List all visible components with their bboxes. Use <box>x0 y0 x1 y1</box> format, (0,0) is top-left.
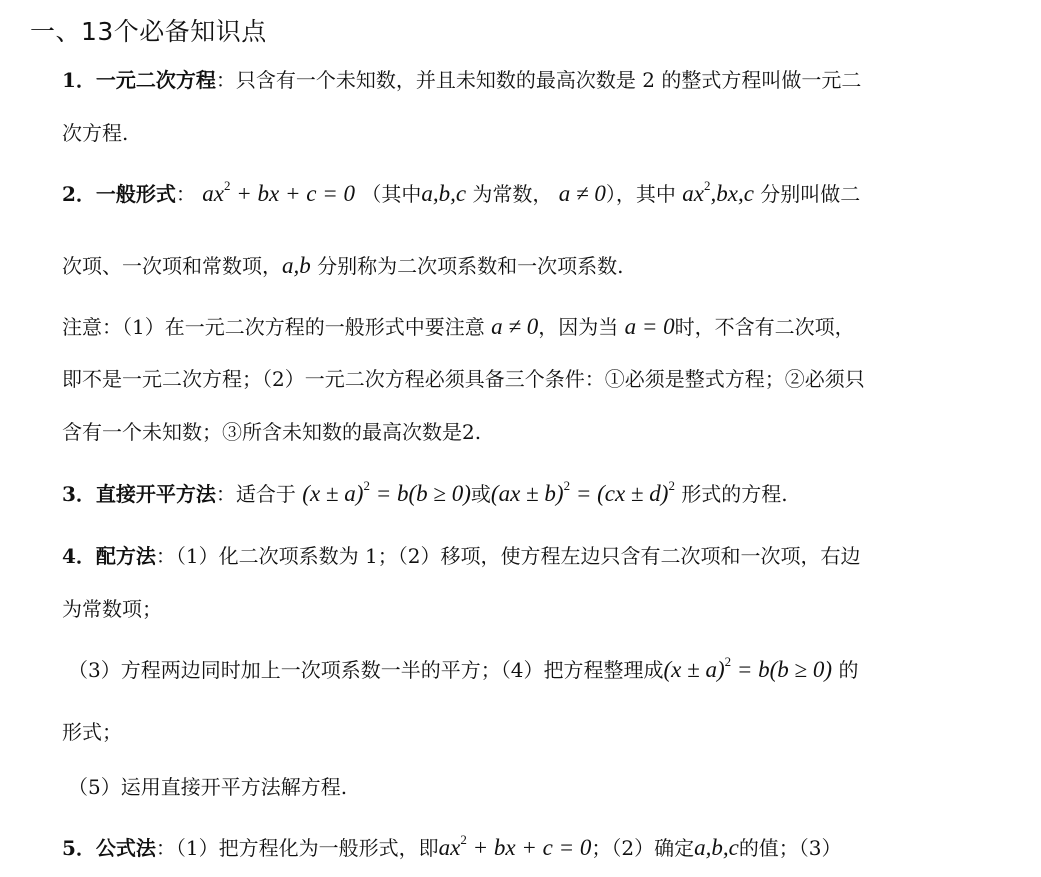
item-2-number: 2． <box>62 182 96 206</box>
item-5-text-a: （1）把方程化为一般形式，即 <box>175 836 439 860</box>
item-4-line-1: 4．配方法：（1）化二次项系数为 1；（2）移项，使方程左边只含有二次项和一次项，右边 <box>62 544 861 568</box>
note-text-b: ，因为当 <box>538 315 619 339</box>
note-line-1 <box>62 309 1021 345</box>
item-4-text-b: 为常数项； <box>62 597 162 621</box>
item-1-text-cont: 次方程. <box>62 121 129 145</box>
item-3-term: 直接开平方法 <box>95 482 216 506</box>
item-2-line-1: 2．一般形式： $ax^2$ + bx + c = 0 （其中a,b,c 为常数， a ≠ 0），其中 $ax^2,bx,c$ 分别叫做二 <box>62 178 861 206</box>
item-2-line-2 <box>62 248 1021 284</box>
item-4-line-3 <box>68 652 1021 688</box>
item-3-text-a: 适合于 <box>235 482 296 506</box>
item-4-term: 配方法 <box>95 544 156 568</box>
item-1-term: 一元二次方程 <box>95 68 216 92</box>
note-text-c: 时，不含有二次项， <box>674 315 855 339</box>
item-2-text-e: 次项、一次项和常数项， <box>62 254 282 278</box>
section-title: 一、13个必备知识点 <box>30 17 267 46</box>
a-not-zero: a ≠ 0 <box>558 181 606 206</box>
note-line-2 <box>62 361 1021 397</box>
note-label: 注意： <box>62 315 122 339</box>
item-1-number: 1． <box>62 68 96 92</box>
item-4-text-a: （1）化二次项系数为 1；（2）移项，使方程左边只含有二次项和一次项，右边 <box>175 544 861 568</box>
item-1-line-2 <box>62 115 1021 151</box>
item-3-text-b: 或 <box>470 482 491 506</box>
item-3-text-c: 形式的方程. <box>681 482 788 506</box>
item-2-text-a: （其中 <box>361 182 422 206</box>
item-3-line-1: 3．直接开平方法：适合于 $(x \pm a)^2 = b(b \ge 0)$或(ax ± b)$^2$ = (cx ± d)$^2$ 形式的方程. <box>62 478 788 506</box>
item-5-text-b: ；（2）确定 <box>591 836 695 860</box>
item-5-number: 5． <box>62 836 96 860</box>
item-4-line-5 <box>68 769 1021 805</box>
terms-symbols: $ax^2,bx,c$ <box>682 178 754 206</box>
item-2-text-b: 为常数， <box>472 182 553 206</box>
square-root-form-2: (ax ± b)$^2$ = (cx ± d)$^2$ <box>490 478 675 506</box>
item-4-text-c: （3）方程两边同时加上一次项系数一半的平方；（4）把方程整理成 <box>68 658 664 682</box>
item-2-term: 一般形式 <box>95 182 176 206</box>
item-5-term: 公式法 <box>95 836 156 860</box>
note-text-e: 含有一个未知数；③所含未知数的最高次数是2. <box>62 420 482 444</box>
item-1-line-1: 1．一元二次方程：只含有一个未知数，并且未知数的最高次数是 2 的整式方程叫做一元二 <box>62 68 862 92</box>
square-root-form-1: $(x \pm a)^2 = b(b \ge 0)$ <box>302 478 471 506</box>
item-4-line-4 <box>62 714 1021 750</box>
abc-symbols-2: a,b,c <box>694 835 739 860</box>
general-form-equation: $ax^2$ + bx + c = 0 <box>202 178 355 206</box>
note-text-a: （1）在一元二次方程的一般形式中要注意 <box>122 315 485 339</box>
note-a-not-zero: a ≠ 0 <box>491 314 539 339</box>
note-line-3 <box>62 414 1021 450</box>
item-2-text-c: ），其中 <box>605 182 676 206</box>
item-1-text: 只含有一个未知数，并且未知数的最高次数是 2 的整式方程叫做一元二 <box>235 68 862 92</box>
note-a-eq-zero: a = 0 <box>624 314 675 339</box>
item-2-text-f: 分别称为二次项系数和一次项系数. <box>317 254 624 278</box>
item-4-text-d: 形式； <box>62 720 122 744</box>
item-4-text-c-end: 的 <box>838 658 859 682</box>
ab-symbols: a,b <box>282 253 311 278</box>
abc-symbols: a,b,c <box>421 181 467 206</box>
item-3-number: 3． <box>62 482 96 506</box>
item-4-number: 4． <box>62 544 96 568</box>
item-4-text-e: （5）运用直接开平方法解方程. <box>68 775 348 799</box>
general-form-equation-2: $ax^2$ + bx + c = 0 <box>438 832 592 860</box>
completing-square-form: $(x \pm a)^2 = b(b \ge 0)$ <box>663 654 833 682</box>
item-5-line-1: 5．公式法：（1）把方程化为一般形式，即$ax^2$ + bx + c = 0；（2）确定a,b,c的值；（3） <box>62 832 842 860</box>
item-5-text-c: 的值；（3） <box>738 836 842 860</box>
item-4-line-2 <box>62 591 1021 627</box>
note-text-d: 即不是一元二次方程；（2）一元二次方程必须具备三个条件：①必须是整式方程；②必须只 <box>62 367 865 391</box>
item-2-text-d: 分别叫做二 <box>760 182 861 206</box>
